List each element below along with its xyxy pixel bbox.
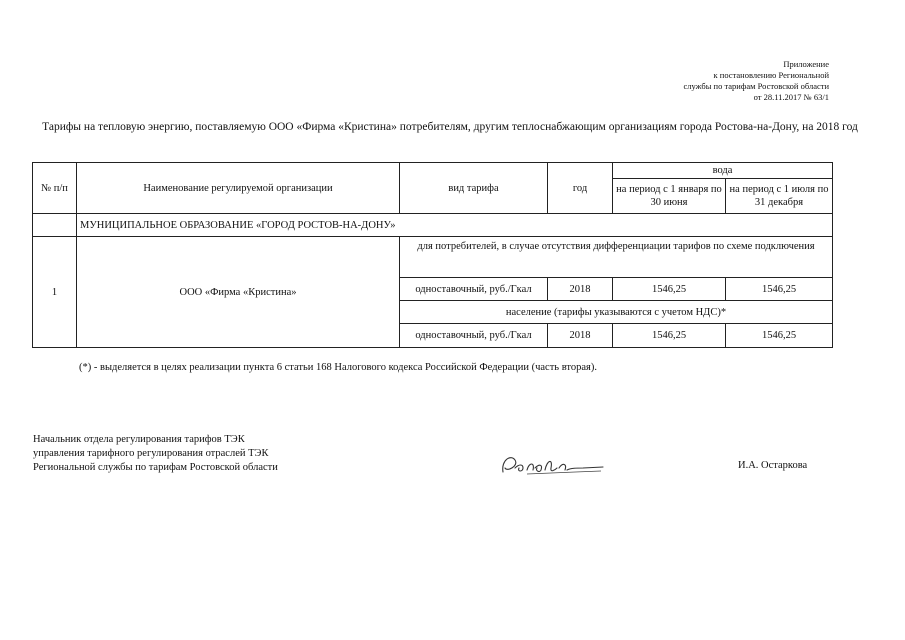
signatory-title: [33, 433, 278, 475]
appendix-line: службы по тарифам Ростовской области: [683, 81, 829, 91]
header-tariff-type: вид тарифа: [400, 163, 548, 214]
section-population: население (тарифы указываются с учетом НДС)*: [400, 301, 833, 324]
table-header-row: [33, 163, 833, 179]
table-row: [33, 237, 833, 278]
municipality-num-cell: [33, 214, 77, 237]
header-water: вода: [613, 163, 833, 179]
header-period-1: на период с 1 января по 30 июня: [613, 179, 726, 214]
period-1-value: 1546,25: [613, 278, 726, 301]
handwritten-signature: [497, 446, 607, 480]
tariff-type-cell: одноставочный, руб./Гкал: [400, 278, 548, 301]
header-num: № п/п: [33, 163, 77, 214]
organization-name: ООО «Фирма «Кристина»: [77, 237, 400, 348]
header-org-name: Наименование регулируемой организации: [77, 163, 400, 214]
year-cell: 2018: [548, 324, 613, 348]
appendix-line: от 28.11.2017 № 63/1: [753, 92, 829, 102]
period-2-value: 1546,25: [726, 278, 833, 301]
period-1-value: 1546,25: [613, 324, 726, 348]
signatory-line: Начальник отдела регулирования тарифов ТЭК: [33, 434, 245, 445]
row-number: 1: [33, 237, 77, 348]
document-title: Тарифы на тепловую энергию, поставляемую ООО «Фирма «Кристина» потребителям, другим теплоснабжающим организациям города Ростова-на-Дону, на 2018 год: [42, 121, 858, 133]
signatory-line: управления тарифного регулирования отраслей ТЭК: [33, 448, 269, 459]
year-cell: 2018: [548, 278, 613, 301]
section-consumers: для потребителей, в случае отсутствия дифференциации тарифов по схеме подключения: [400, 237, 833, 278]
appendix-line: к постановлению Региональной: [713, 70, 829, 80]
appendix-header: [569, 59, 829, 103]
signatory-line: Региональной службы по тарифам Ростовской области: [33, 462, 278, 473]
municipality-name: МУНИЦИПАЛЬНОЕ ОБРАЗОВАНИЕ «ГОРОД РОСТОВ-НА-ДОНУ»: [77, 214, 833, 237]
footnote: (*) - выделяется в целях реализации пункта 6 статьи 168 Налогового кодекса Российской Федерации (часть вторая).: [79, 362, 597, 373]
municipality-row: [33, 214, 833, 237]
period-2-value: 1546,25: [726, 324, 833, 348]
header-period-2: на период с 1 июля по 31 декабря: [726, 179, 833, 214]
header-year: год: [548, 163, 613, 214]
tariff-type-cell: одноставочный, руб./Гкал: [400, 324, 548, 348]
appendix-line: Приложение: [783, 59, 829, 69]
signatory-name: И.А. Остаркова: [738, 460, 808, 471]
tariff-table: [32, 162, 833, 348]
